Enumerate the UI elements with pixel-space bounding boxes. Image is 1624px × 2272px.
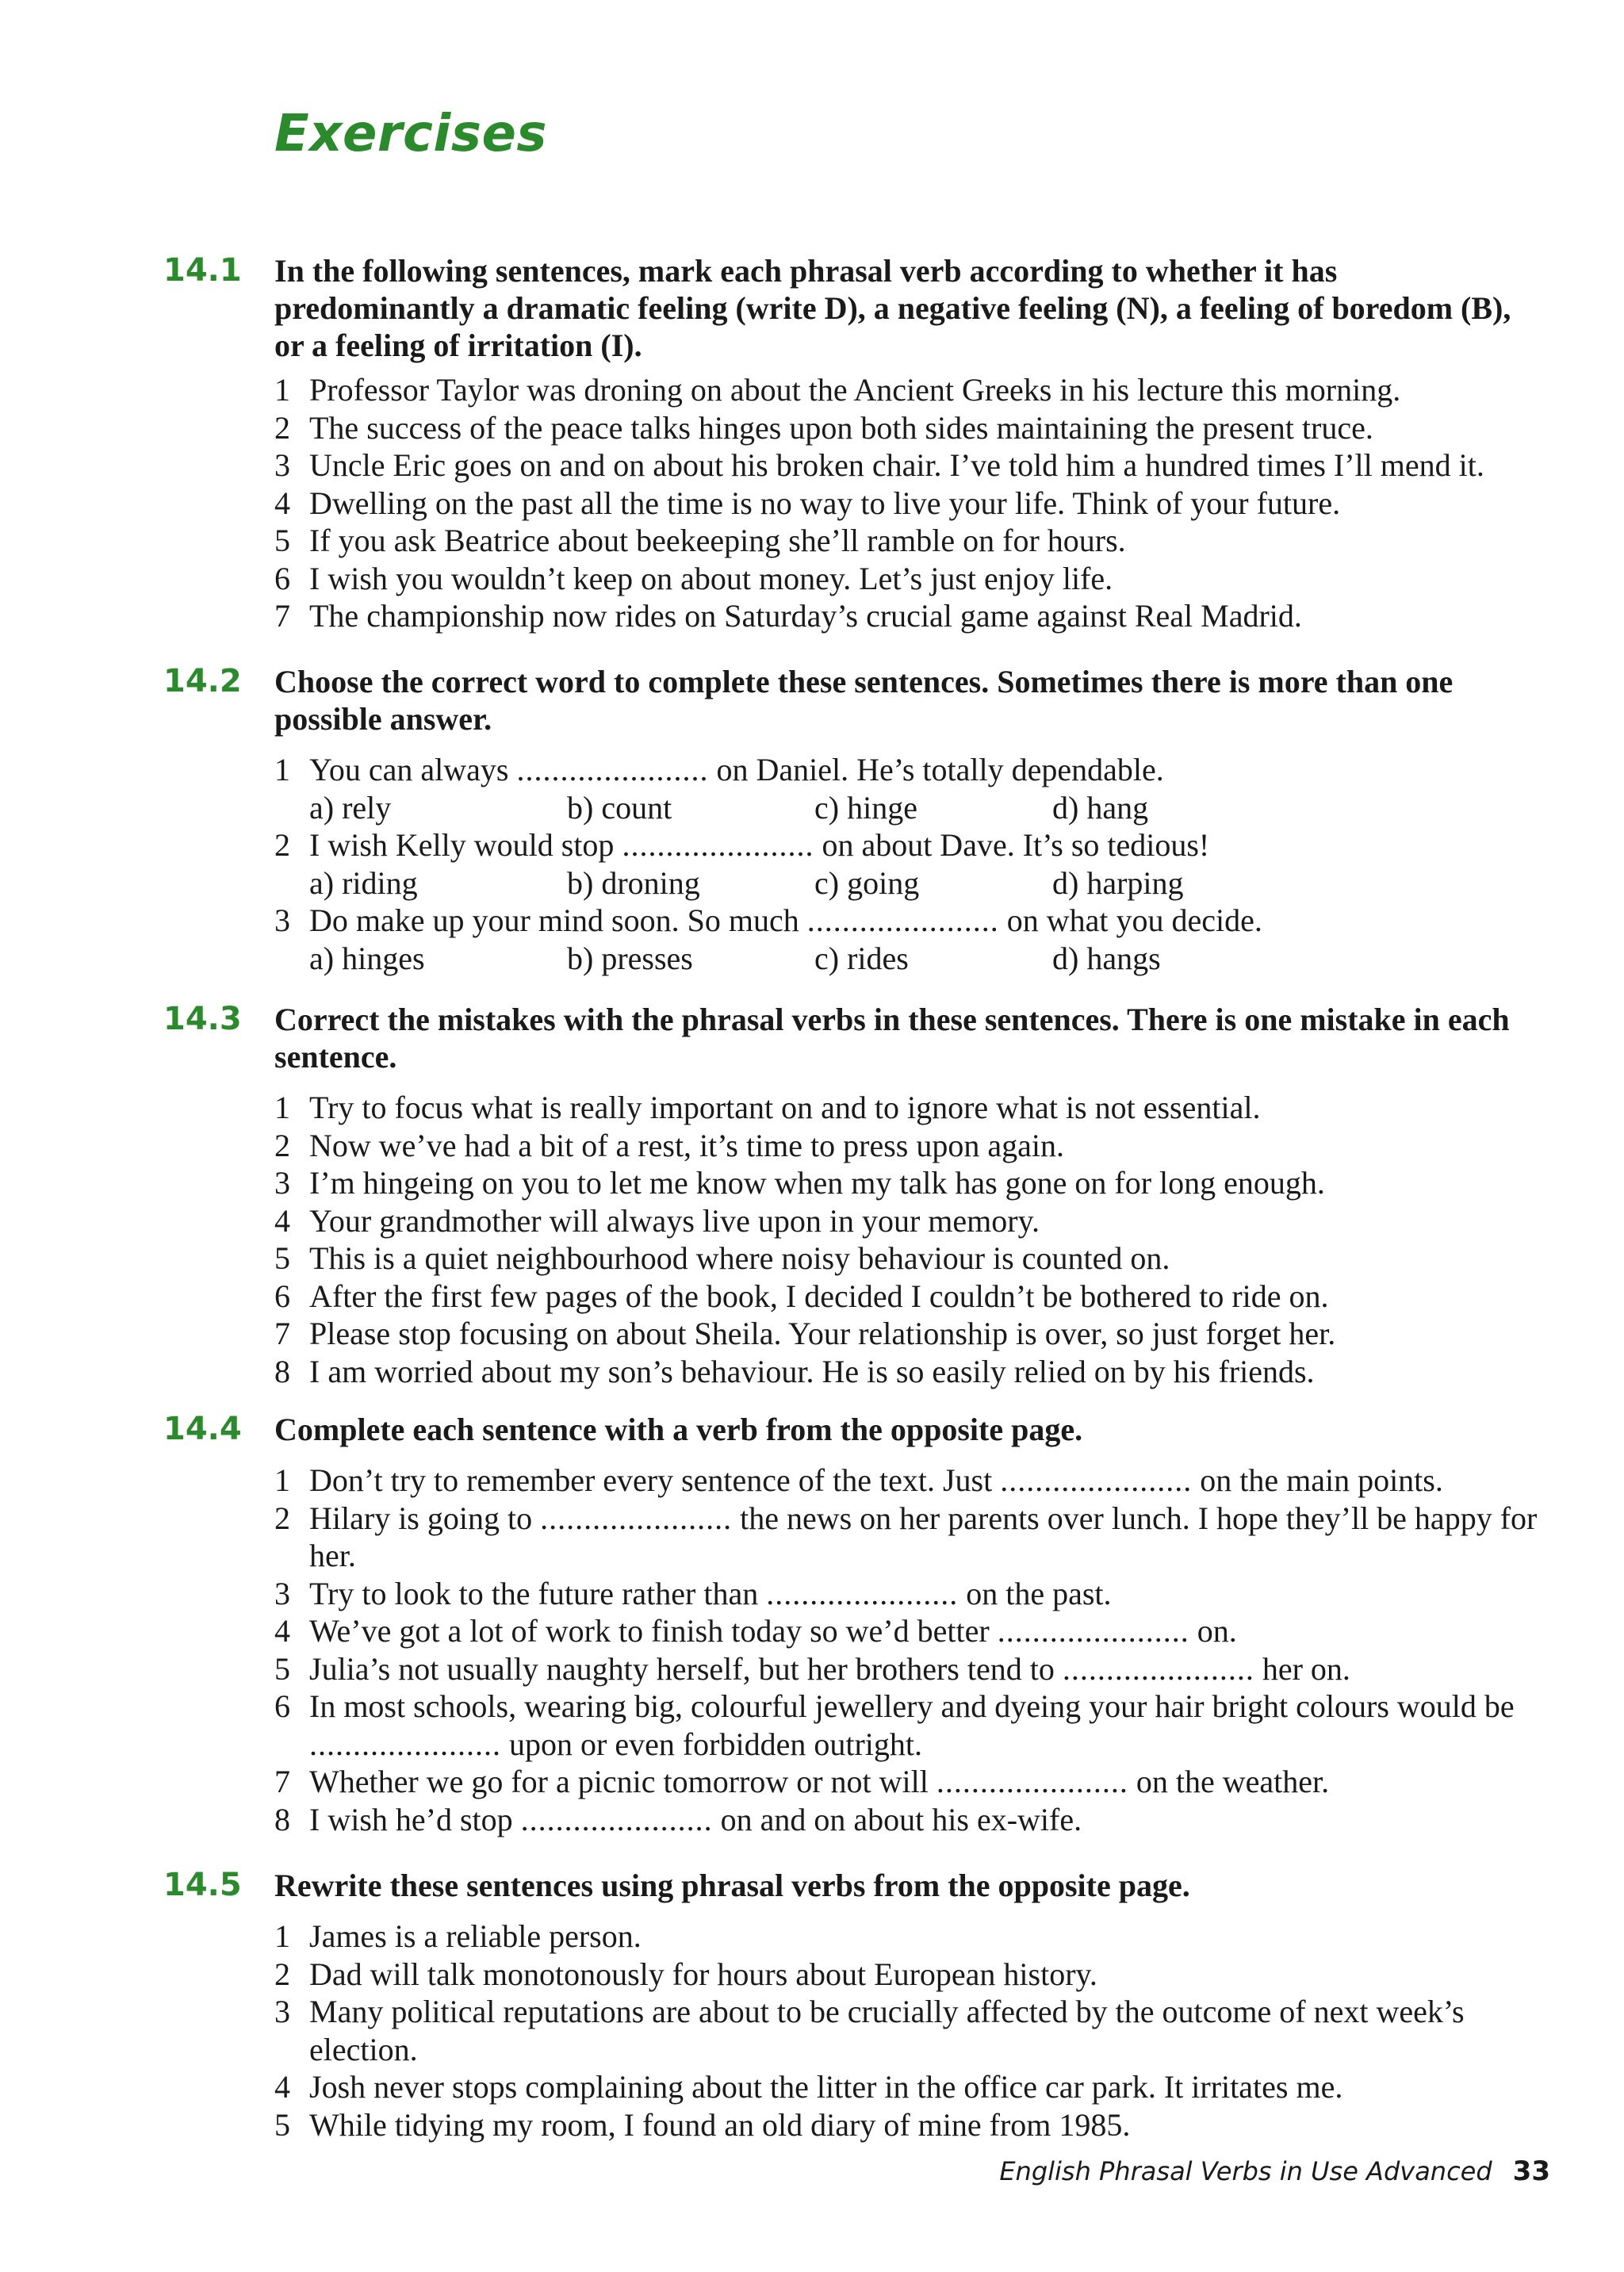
item-number: 7 — [274, 1316, 290, 1351]
item-text: While tidying my room, I found an old diary of mine from 1985. — [309, 2106, 1131, 2143]
item-number: 5 — [274, 523, 290, 558]
options-row — [274, 940, 1559, 978]
exercise-number: 14.1 — [163, 252, 242, 289]
option: b) count — [567, 789, 672, 826]
exercise-number: 14.4 — [163, 1411, 242, 1447]
answer-blank[interactable]: ...................... — [516, 752, 709, 787]
list-item — [274, 1127, 1559, 1165]
item-text: In most schools, wearing big, colourful jewellery and dyeing your hair bright colours would be — [309, 1688, 1515, 1724]
item-text: on the past. — [966, 1575, 1112, 1611]
item-number: 3 — [274, 902, 290, 938]
list-item — [274, 409, 1559, 447]
option: d) hang — [1052, 789, 1149, 826]
option: d) hangs — [1052, 940, 1161, 976]
exercise-number: 14.3 — [163, 1001, 242, 1037]
list-item — [274, 560, 1559, 598]
answer-blank[interactable]: ...................... — [1062, 1650, 1254, 1687]
item-text: Professor Taylor was droning on about the Ancient Greeks in his lecture this morning. — [309, 372, 1401, 408]
page-number: 33 — [1512, 2155, 1550, 2187]
list-item — [274, 1763, 1559, 1801]
item-text: Dad will talk monotonously for hours about European history. — [309, 1956, 1097, 1992]
item-text: Don’t try to remember every sentence of the text. Just — [309, 1462, 993, 1498]
list-item — [274, 371, 1559, 409]
item-number: 1 — [274, 1918, 290, 1954]
list-item — [274, 1993, 1546, 2068]
item-number: 2 — [274, 1956, 290, 1992]
item-text: I wish he’d stop — [309, 1801, 513, 1837]
item-text: Josh never stops complaining about the litter in the office car park. It irritates me. — [309, 2069, 1343, 2105]
book-title: English Phrasal Verbs in Use Advanced — [999, 2156, 1492, 2186]
item-number: 7 — [274, 598, 290, 634]
answer-blank[interactable]: ...................... — [1000, 1462, 1193, 1498]
exercise-instruction: Complete each sentence with a verb from the opposite page. — [274, 1412, 1083, 1447]
item-text: I wish Kelly would stop — [309, 827, 615, 863]
list-item — [274, 1462, 1559, 1500]
item-number: 3 — [274, 447, 290, 483]
item-text: her on. — [1262, 1650, 1350, 1687]
list-item — [274, 1650, 1559, 1688]
item-text: Try to look to the future rather than — [309, 1575, 759, 1611]
item-number: 2 — [274, 1127, 290, 1163]
answer-blank[interactable]: ...................... — [806, 902, 999, 938]
item-number: 6 — [274, 1688, 290, 1724]
exercise-instruction: In the following sentences, mark each phrasal verb according to whether it has predominantly a dramatic feeling (write D), a negative feeling (N), a feeling of boredom (B), or a feeling of irritation (I). — [274, 253, 1511, 363]
item-number: 4 — [274, 2069, 290, 2105]
options-row — [274, 864, 1559, 902]
list-item — [274, 1575, 1559, 1613]
item-text: Uncle Eric goes on and on about his broken chair. I’ve told him a hundred times I’ll mend it. — [309, 447, 1484, 483]
item-text: Hilary is going to — [309, 1500, 533, 1536]
exercise-items — [274, 371, 1559, 635]
list-item — [274, 1164, 1559, 1202]
item-number: 2 — [274, 409, 290, 446]
list-item — [274, 902, 1559, 940]
exercise-instruction: Choose the correct word to complete these sentences. Sometimes there is more than one possible answer. — [274, 664, 1454, 737]
item-text: the news on her parents over lunch. I hope they’ll be happy for her. — [309, 1500, 1538, 1573]
item-text: James is a reliable person. — [309, 1918, 642, 1954]
item-number: 3 — [274, 1165, 290, 1201]
item-number: 6 — [274, 560, 290, 596]
exercise-items — [274, 751, 1559, 977]
list-item — [274, 597, 1559, 635]
list-item — [274, 1278, 1559, 1316]
item-text: upon or even forbidden outright. — [509, 1726, 922, 1762]
list-item — [274, 1089, 1559, 1127]
item-text: I am worried about my son’s behaviour. He is so easily relied on by his friends. — [309, 1353, 1315, 1389]
list-item — [274, 446, 1559, 485]
item-text: Julia’s not usually naughty herself, but her brothers tend to — [309, 1650, 1055, 1687]
list-item — [274, 1315, 1559, 1353]
item-text: on what you decide. — [1006, 902, 1262, 938]
item-number: 3 — [274, 1994, 290, 2029]
item-text: Please stop focusing on about Sheila. Your relationship is over, so just forget her. — [309, 1316, 1336, 1351]
list-item — [274, 2068, 1559, 2106]
exercise-instruction: Rewrite these sentences using phrasal verbs from the opposite page. — [274, 1868, 1190, 1903]
item-text: This is a quiet neighbourhood where noisy behaviour is counted on. — [309, 1240, 1170, 1276]
item-number: 1 — [274, 752, 290, 787]
item-number: 2 — [274, 827, 290, 863]
answer-blank[interactable]: ...................... — [997, 1613, 1189, 1649]
list-item — [274, 1918, 1559, 1956]
answer-blank[interactable]: ...................... — [540, 1500, 733, 1536]
item-number: 8 — [274, 1353, 290, 1389]
item-text: on and on about his ex-wife. — [720, 1801, 1082, 1837]
exercise-items — [274, 1089, 1559, 1390]
list-item — [274, 1801, 1559, 1839]
list-item — [274, 1239, 1559, 1278]
item-number: 5 — [274, 1240, 290, 1276]
item-text: I wish you wouldn’t keep on about money. Let’s just enjoy life. — [309, 560, 1113, 596]
list-item — [274, 826, 1559, 864]
option: c) hinge — [814, 789, 917, 826]
exercise-number: 14.5 — [163, 1867, 242, 1903]
item-text: Whether we go for a picnic tomorrow or not will — [309, 1764, 929, 1799]
list-item — [274, 1202, 1559, 1240]
item-text: After the first few pages of the book, I decided I couldn’t be bothered to ride on. — [309, 1278, 1329, 1314]
answer-blank[interactable]: ...................... — [309, 1726, 501, 1762]
item-number: 4 — [274, 1613, 290, 1649]
item-number: 2 — [274, 1500, 290, 1536]
item-text: Do make up your mind soon. So much — [309, 902, 799, 938]
list-item — [274, 485, 1559, 523]
item-number: 1 — [274, 1462, 290, 1498]
item-text: We’ve got a lot of work to finish today so we’d better — [309, 1613, 990, 1649]
item-number: 1 — [274, 372, 290, 408]
item-number: 7 — [274, 1764, 290, 1799]
option: b) presses — [567, 940, 693, 976]
exercise-instruction: Correct the mistakes with the phrasal verbs in these sentences. There is one mistake in each sentence. — [274, 1002, 1510, 1075]
item-text: on about Dave. It’s so tedious! — [822, 827, 1210, 863]
item-number: 3 — [274, 1575, 290, 1611]
option: c) rides — [814, 940, 909, 976]
options-row — [274, 789, 1559, 827]
item-text: on the weather. — [1136, 1764, 1330, 1799]
item-number: 6 — [274, 1278, 290, 1314]
answer-blank[interactable]: ...................... — [622, 827, 814, 863]
item-number: 8 — [274, 1801, 290, 1837]
option: d) harping — [1052, 864, 1184, 901]
list-item — [274, 751, 1559, 789]
item-text: Dwelling on the past all the time is no way to live your life. Think of your future. — [309, 485, 1341, 521]
option: a) riding — [309, 864, 418, 901]
list-item — [274, 1612, 1559, 1650]
option: a) hinges — [309, 940, 425, 976]
answer-blank[interactable]: ...................... — [766, 1575, 959, 1611]
item-text: on Daniel. He’s totally dependable. — [716, 752, 1164, 787]
item-text: I’m hingeing on you to let me know when my talk has gone on for long enough. — [309, 1165, 1325, 1201]
option: b) droning — [567, 864, 700, 901]
exercise-number: 14.2 — [163, 663, 242, 699]
answer-blank[interactable]: ...................... — [520, 1801, 713, 1837]
page-title: Exercises — [274, 105, 547, 163]
list-item — [274, 522, 1559, 560]
exercise-items — [274, 1462, 1559, 1838]
item-text: Now we’ve had a bit of a rest, it’s time to press upon again. — [309, 1127, 1064, 1163]
page-footer — [999, 2155, 1550, 2187]
list-item — [274, 1353, 1559, 1391]
list-item — [274, 2106, 1559, 2144]
item-text: Many political reputations are about to be crucially affected by the outcome of next week’s election. — [309, 1994, 1465, 2067]
item-number: 1 — [274, 1090, 290, 1125]
item-number: 5 — [274, 2106, 290, 2143]
item-number: 4 — [274, 485, 290, 521]
item-number: 4 — [274, 1202, 290, 1239]
item-text: on the main points. — [1200, 1462, 1443, 1498]
item-text: You can always — [309, 752, 509, 787]
item-text: The championship now rides on Saturday’s crucial game against Real Madrid. — [309, 598, 1302, 634]
item-text: Try to focus what is really important on and to ignore what is not essential. — [309, 1090, 1261, 1125]
item-number: 5 — [274, 1650, 290, 1687]
item-text: Your grandmother will always live upon in your memory. — [309, 1202, 1040, 1239]
list-item — [274, 1688, 1546, 1763]
option: c) going — [814, 864, 920, 901]
option: a) rely — [309, 789, 392, 826]
exercise-items — [274, 1918, 1559, 2144]
item-text: The success of the peace talks hinges upon both sides maintaining the present truce. — [309, 409, 1373, 446]
list-item — [274, 1956, 1559, 1994]
item-text: on. — [1197, 1613, 1237, 1649]
list-item — [274, 1500, 1546, 1575]
answer-blank[interactable]: ...................... — [936, 1764, 1128, 1799]
item-text: If you ask Beatrice about beekeeping she’ll ramble on for hours. — [309, 523, 1126, 558]
